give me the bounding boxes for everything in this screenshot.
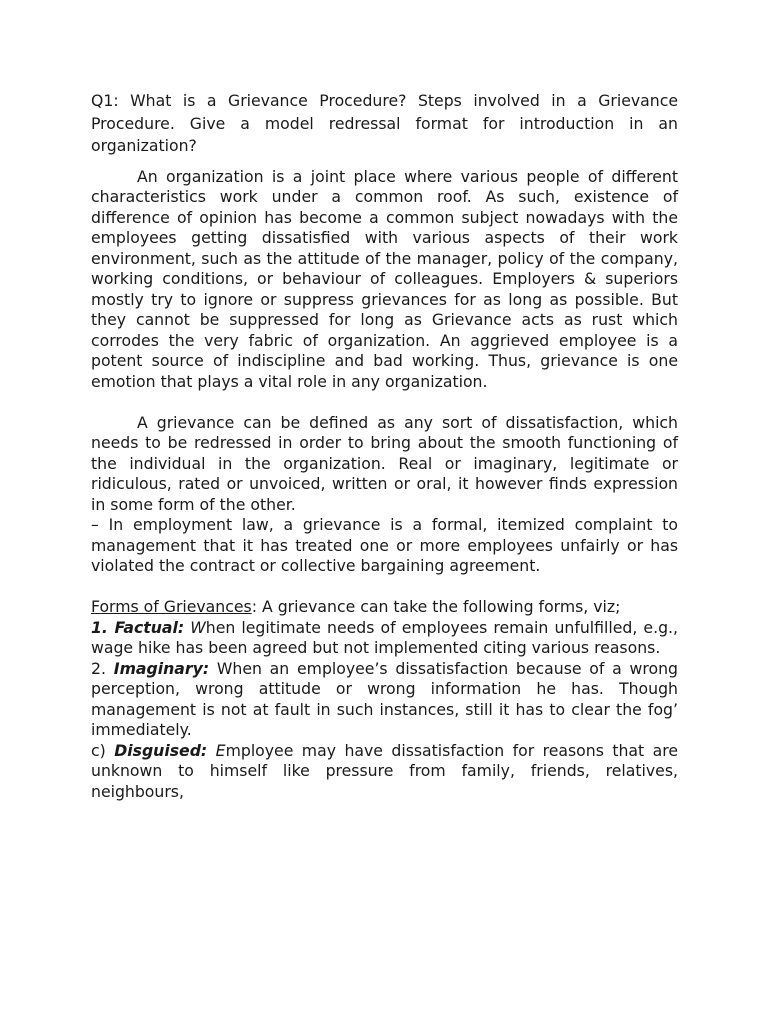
form-item-term: Factual:: [114, 617, 185, 637]
paragraph-organization: An organization is a joint place where various people of different characteristics work under a common roof. As such, existence of difference of opinion has become a common subject nowadays with the employees getting dissatisfied with various aspects of their work environment, such as the attitude of the manager, policy of the company, working conditions, or behaviour of colleagues. Employers & superiors mostly try to ignore or suppress grievances for as long as possible. But they cannot be suppressed for long as Grievance acts as rust which corrodes the very fabric of organization. An aggrieved employee is a potent source of indiscipline and bad working. Thus, grievance is one emotion that plays a vital role in any organization.: [91, 166, 678, 391]
form-item-term: Imaginary:: [113, 658, 210, 678]
paragraph-spacer: [91, 577, 678, 598]
forms-heading: Forms of Grievances: [91, 597, 252, 616]
form-item-imaginary: [91, 659, 678, 741]
form-item-initial: W: [184, 617, 206, 637]
form-item-text: hen legitimate needs of employees remain unfulfilled, e.g., wage hike has been agreed but not implemented citing various reasons.: [91, 617, 679, 657]
form-item-marker: 1.: [91, 617, 115, 637]
forms-intro-text: : A grievance can take the following forms, viz;: [251, 597, 621, 616]
forms-intro-line: [91, 597, 678, 618]
paragraph-grievance-definition: A grievance can be defined as any sort of dissatisfaction, which needs to be redressed in order to bring about the smooth functioning of the individual in the organization. Real or imaginary, legitimate or ridiculous, rated or unvoiced, written or oral, it however finds expression in some form of the other.: [91, 412, 678, 514]
question-heading: Q1: What is a Grievance Procedure? Steps involved in a Grievance Procedure. Give a model redressal format for introduction in an organization?: [91, 91, 678, 155]
form-item-term: Disguised:: [114, 740, 208, 760]
form-item-initial: E: [207, 740, 226, 760]
form-item-marker: 2.: [91, 658, 114, 678]
form-item-text: mployee may have dissatisfaction for reasons that are unknown to himself like pressure from family, friends, relatives, neighbours,: [91, 740, 679, 801]
form-item-disguised: [91, 741, 678, 803]
form-item-text: When an employee’s dissatisfaction because of a wrong perception, wrong attitude or wrong information he has. Though management is not at fault in such instances, still it has to clear the fog’ immediately.: [91, 658, 678, 739]
paragraph-employment-law: – In employment law, a grievance is a formal, itemized complaint to management that it has treated one or more employees unfairly or has violated the contract or collective bargaining agreement.: [91, 515, 678, 575]
form-item-factual: [91, 618, 678, 659]
paragraph-spacer: [91, 392, 678, 413]
form-item-marker: c): [91, 740, 115, 760]
